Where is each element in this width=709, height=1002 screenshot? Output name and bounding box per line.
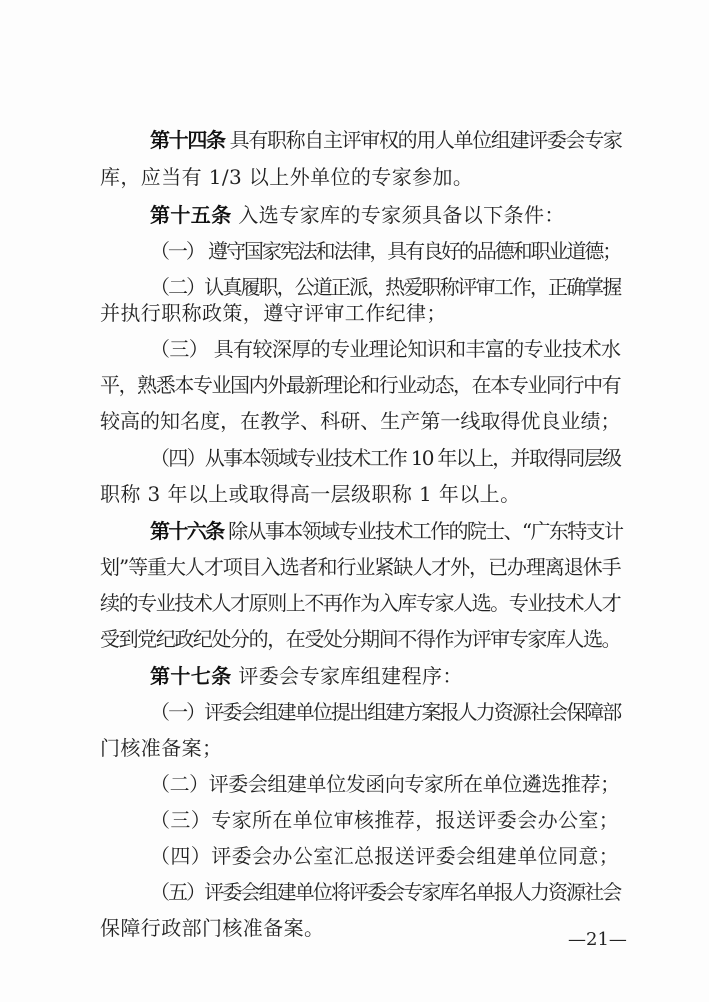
article-number: 第十五条 <box>150 203 232 227</box>
body-text-line <box>100 482 520 506</box>
line-text: 门核准备案； <box>100 736 223 760</box>
body-text-line <box>150 446 620 470</box>
article-heading-line <box>150 664 463 688</box>
article-number: 第十六条 <box>150 519 224 543</box>
line-text: 续的专业技术人才原则上不再作为入库专家人选。专业技术人才 <box>100 591 621 615</box>
line-text: 库，应当有 1/3 以上外单位的专家参加。 <box>100 165 474 189</box>
body-text-line <box>100 916 324 940</box>
body-text-line <box>100 627 620 651</box>
line-text: 具有职称自主评审权的用人单位组建评委会专家 <box>229 128 622 152</box>
line-text: 评委会专家库组建程序： <box>238 664 463 688</box>
line-text: 较高的知名度，在教学、科研、生产第一线取得优良业绩； <box>100 409 621 433</box>
line-text: （一）评委会组建单位提出组建方案报人力资源社会保障部 <box>150 700 621 724</box>
body-text-line <box>150 275 620 299</box>
line-text: （二）认真履职，公道正派，热爱职称评审工作，正确掌握 <box>150 275 621 299</box>
article-heading-line <box>150 519 622 543</box>
body-text-line <box>100 591 620 615</box>
line-text: （四）评委会办公室汇总报送评委会组建单位同意； <box>150 844 620 868</box>
body-text-line <box>100 301 447 325</box>
line-text: （三） 具有较深厚的专业理论知识和丰富的专业技术水 <box>150 337 621 361</box>
line-text: （三）专家所在单位审核推荐，报送评委会办公室； <box>150 808 620 832</box>
line-text: （二）评委会组建单位发函向专家所在单位遴选推荐； <box>150 772 620 796</box>
body-text-line <box>100 409 621 433</box>
line-text: （四）从事本领域专业技术工作 10 年以上，并取得同层级 <box>150 446 621 470</box>
line-text: 受到党纪政纪处分的，在受处分期间不得作为评审专家库人选。 <box>100 627 621 651</box>
line-text: （一） 遵守国家宪法和法律，具有良好的品德和职业道德； <box>150 239 621 263</box>
body-text-line <box>100 165 473 189</box>
line-text: （五）评委会组建单位将评委会专家库名单报人力资源社会 <box>150 880 621 904</box>
body-text-line <box>150 880 620 904</box>
body-text-line <box>150 337 620 361</box>
article-heading-line <box>150 203 565 227</box>
body-text-line <box>150 700 620 724</box>
body-text-line <box>150 844 619 868</box>
article-heading-line <box>150 128 622 152</box>
line-text: 划”等重大人才项目入选者和行业紧缺人才外，已办理离退休手 <box>100 555 621 579</box>
body-text-line <box>100 373 620 397</box>
body-text-line <box>100 736 222 760</box>
article-number: 第十四条 <box>150 128 225 152</box>
body-text-line <box>150 239 620 263</box>
line-text: 入选专家库的专家须具备以下条件： <box>238 203 565 227</box>
line-text: 保障行政部门核准备案。 <box>100 916 325 940</box>
body-text-line <box>150 808 619 832</box>
article-number: 第十七条 <box>150 664 232 688</box>
line-text: 并执行职称政策，遵守评审工作纪律； <box>100 301 447 325</box>
line-text: 除从事本领域专业技术工作的院士、“广东特支计 <box>228 519 623 543</box>
body-text-line <box>150 772 620 796</box>
body-text-line <box>100 555 621 579</box>
page-number: —21— <box>568 929 627 950</box>
line-text: 职称 3 年以上或取得高一层级职称 1 年以上。 <box>100 482 521 506</box>
line-text: 平，熟悉本专业国内外最新理论和行业动态，在本专业同行中有 <box>100 373 621 397</box>
